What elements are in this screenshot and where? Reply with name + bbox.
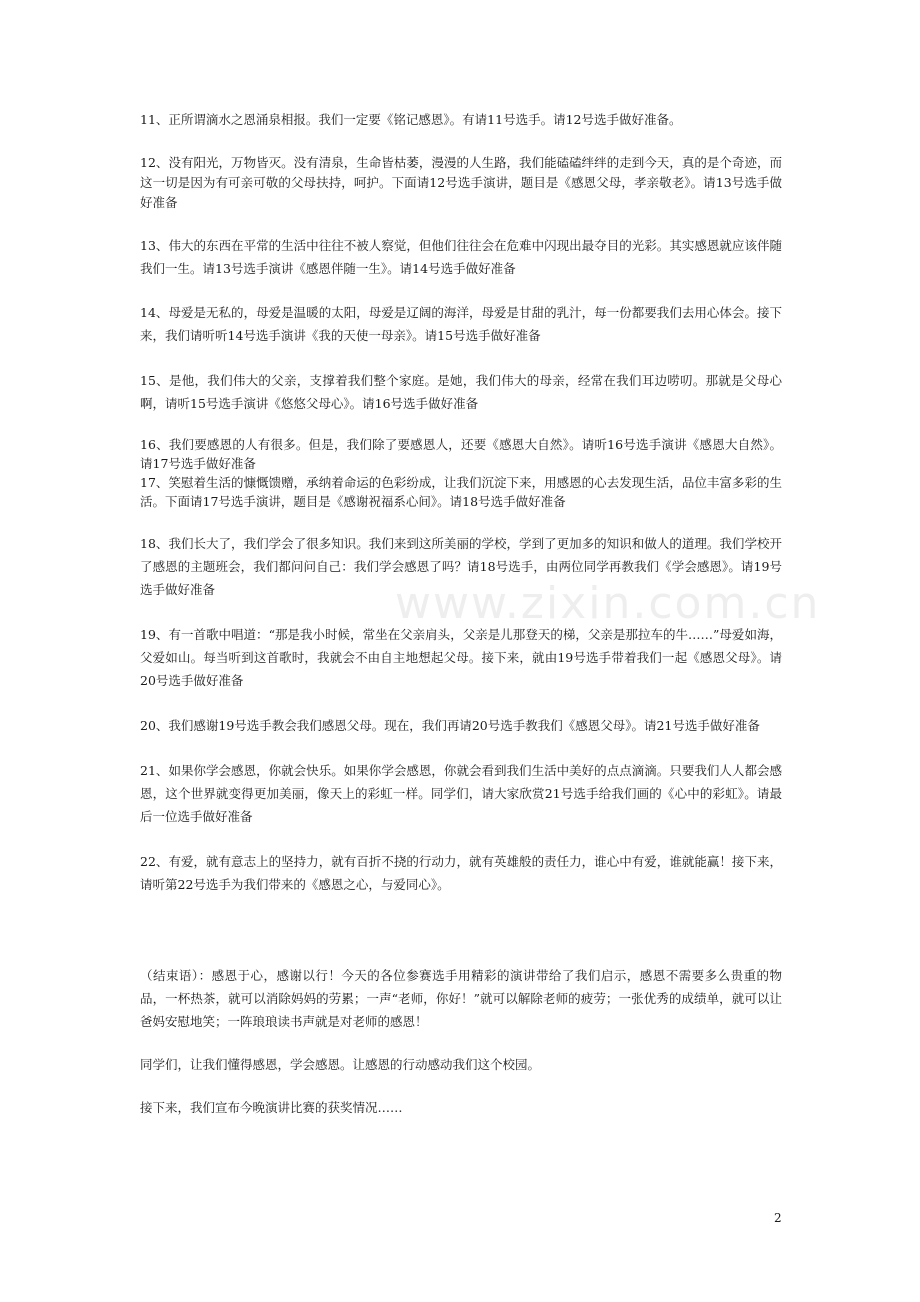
paragraph-21: 21、如果你学会感恩，你就会快乐。如果你学会感恩，你就会看到我们生活中美好的点点滴滴。只要我们人人都会感恩，这个世界就变得更加美丽，像天上的彩虹一样。同学们，请大家欣赏21号选手给我们画的《心中的彩虹》。请最后一位选手做好准备: [140, 763, 782, 824]
paragraph-15: 15、是他，我们伟大的父亲，支撑着我们整个家庭。是她，我们伟大的母亲，经常在我们耳边唠叨。那就是父母心啊，请听15号选手演讲《悠悠父母心》。请16号选手做好准备: [140, 373, 782, 411]
closing-remarks: （结束语）：感恩于心，感谢以行！今天的各位参赛选手用精彩的演讲带给了我们启示，感恩不需要多么贵重的物品，一杯热茶，就可以消除妈妈的劳累；一声“老师，你好！”就可以解除老师的疲劳；一张优秀的成绩单，就可以让爸妈安慰地笑；一阵琅琅读书声就是对老师的感恩！: [140, 968, 782, 1029]
paragraph-17: 17、笑慰着生活的慷慨馈赠，承纳着命运的色彩纷成，让我们沉淀下来，用感恩的心去发现生活，品位丰富多彩的生活。下面请17号选手演讲，题目是《感谢祝福系心间》。请18号选手做好准备: [140, 475, 782, 509]
awards-announcement: 接下来，我们宣布今晚演讲比赛的获奖情况……: [140, 1100, 403, 1115]
paragraph-11: 11、正所谓滴水之恩涌泉相报。我们一定要《铭记感恩》。有请11号选手。请12号选手做好准备。: [140, 112, 682, 127]
classmates-paragraph: 同学们，让我们懂得感恩，学会感恩。让感恩的行动感动我们这个校园。: [140, 1057, 541, 1072]
paragraph-16: 16、我们要感恩的人有很多。但是，我们除了要感恩人，还要《感恩大自然》。请听16号选手演讲《感恩大自然》。请17号选手做好准备: [140, 437, 782, 471]
paragraph-13: 13、伟大的东西在平常的生活中往往不被人察觉，但他们往往会在危难中闪现出最夺目的光彩。其实感恩就应该伴随我们一生。请13号选手演讲《感恩伴随一生》。请14号选手做好准备: [140, 238, 782, 276]
paragraph-19: 19、有一首歌中唱道：“那是我小时候，常坐在父亲肩头，父亲是儿那登天的梯，父亲是那拉车的牛……”母爱如海，父爱如山。每当听到这首歌时，我就会不由自主地想起父母。接下来，就由19号选手带着我们一起《感恩父母》。请20号选手做好准备: [140, 627, 782, 688]
paragraph-22: 22、有爱，就有意志上的坚持力，就有百折不挠的行动力，就有英雄般的责任力，谁心中有爱，谁就能赢！接下来，请听第22号选手为我们带来的《感恩之心，与爱同心》。: [140, 854, 782, 892]
paragraph-18: 18、我们长大了，我们学会了很多知识。我们来到这所美丽的学校，学到了更加多的知识和做人的道理。我们学校开了感恩的主题班会，我们都问问自己：我们学会感恩了吗？请18号选手，由两位同学再教我们《学会感恩》。请19号选手做好准备: [140, 536, 782, 597]
paragraph-20: 20、我们感谢19号选手教会我们感恩父母。现在，我们再请20号选手教我们《感恩父母》。请21号选手做好准备: [140, 718, 760, 733]
document-body: [140, 108, 782, 1119]
paragraph-14: 14、母爱是无私的，母爱是温暖的太阳，母爱是辽阔的海洋，母爱是甘甜的乳汁，每一份都要我们去用心体会。接下来，我们请听听14号选手演讲《我的天使一母亲》。请15号选手做好准备: [140, 305, 782, 343]
watermark: www.zixin.com.cn: [395, 578, 821, 629]
page-number: 2: [774, 1211, 782, 1225]
paragraph-12: 12、没有阳光，万物皆灭。没有清泉，生命皆枯萎，漫漫的人生路，我们能磕磕绊绊的走到今天，真的是个奇迹，而这一切是因为有可亲可敬的父母扶持，呵护。下面请12号选手演讲，题目是《感恩父母，孝亲敬老》。请13号选手做好准备: [140, 155, 782, 210]
